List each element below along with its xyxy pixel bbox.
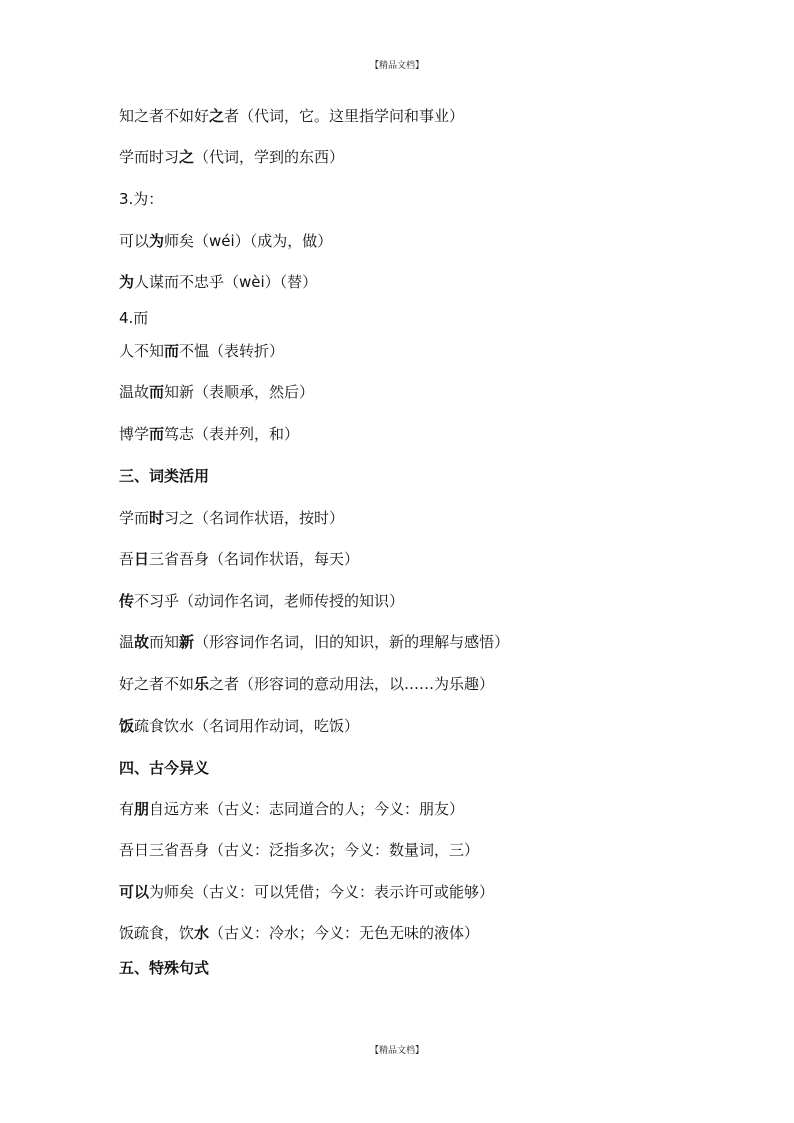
text-segment: 温 [119,633,135,651]
text-line [119,550,359,568]
emphasized-char: 饭 [119,717,135,735]
emphasized-char: 而 [149,383,165,401]
text-segment: 吾日三省吾身（古义：泛指多次；今义：数量词，三） [119,841,480,859]
text-segment: 之者（形容词的意动用法，以……为乐趣） [209,675,495,693]
text-line [119,841,479,859]
section-heading [119,467,209,485]
text-line [119,232,332,250]
page-footer: 【精品文档】 [369,1046,424,1056]
emphasized-char: 之 [179,148,195,166]
text-segment: 习之（名词作状语，按时） [164,509,345,527]
text-line [119,717,359,735]
text-segment: 吾 [119,550,135,568]
text-segment: 好之者不如 [119,675,195,693]
text-segment: 学而时习 [119,148,180,166]
section-heading [119,959,209,977]
text-line [119,342,284,360]
text-segment: 三省吾身（名词作状语，每天） [149,550,360,568]
section-heading [119,759,209,777]
text-segment: 师矣（wéi）（成为，做） [164,232,333,250]
text-segment: 不习乎（动词作名词，老师传授的知识） [134,592,405,610]
text-line [119,107,464,125]
text-segment: （代词，学到的东西） [194,148,345,166]
emphasized-char: 为 [119,273,135,291]
text-segment: （形容词作名词，旧的知识，新的理解与感悟） [194,633,510,651]
text-line [119,883,494,901]
emphasized-char: 时 [149,509,165,527]
emphasized-char: 乐 [194,675,210,693]
text-segment: 知新（表顺承，然后） [164,383,315,401]
emphasized-char: 日 [134,550,150,568]
emphasized-char: 水 [194,924,210,942]
text-line [119,633,509,651]
text-line [119,309,148,327]
emphasized-char: 新 [179,633,195,651]
text-line [119,592,404,610]
text-segment: 人谋而不忠乎（wèi）（替） [134,273,318,291]
emphasized-char: 传 [119,592,135,610]
text-segment: 博学 [119,425,150,443]
text-line [119,425,299,443]
text-segment: 3.为： [119,190,164,208]
text-segment: 为师矣（古义：可以凭借；今义：表示许可或能够） [149,883,495,901]
heading-text: 四、古今异义 [119,759,210,777]
emphasized-char: 之 [209,107,225,125]
text-segment: （古义：冷水；今义：无色无味的液体） [209,924,480,942]
emphasized-char: 而 [164,342,180,360]
text-segment: 学而 [119,509,150,527]
text-segment: 不愠（表转折） [179,342,285,360]
emphasized-char: 为 [149,232,165,250]
heading-text: 五、特殊句式 [119,959,210,977]
emphasized-char: 朋 [134,800,150,818]
text-segment: 温故 [119,383,150,401]
text-segment: 4.而 [119,309,149,327]
text-line [119,924,479,942]
text-segment: 可以 [119,232,150,250]
text-segment: 饭疏食，饮 [119,924,195,942]
page-header: 【精品文档】 [369,61,424,71]
text-segment: 人不知 [119,342,165,360]
text-segment: 疏食饮水（名词用作动词，吃饭） [134,717,360,735]
text-segment: 知之者不如好 [119,107,210,125]
text-line [119,509,344,527]
text-segment: 笃志（表并列，和） [164,425,300,443]
text-line [119,148,344,166]
text-line [119,273,317,291]
text-segment: 者（代词，它。这里指学问和事业） [224,107,465,125]
emphasized-char: 可以 [119,883,150,901]
text-line [119,800,464,818]
text-line [119,383,314,401]
text-segment: 而知 [149,633,180,651]
emphasized-char: 而 [149,425,165,443]
emphasized-char: 故 [134,633,150,651]
text-line [119,675,494,693]
text-segment: 有 [119,800,135,818]
text-segment: 自远方来（古义：志同道合的人；今义：朋友） [149,800,465,818]
heading-text: 三、词类活用 [119,467,210,485]
text-line [119,190,163,208]
